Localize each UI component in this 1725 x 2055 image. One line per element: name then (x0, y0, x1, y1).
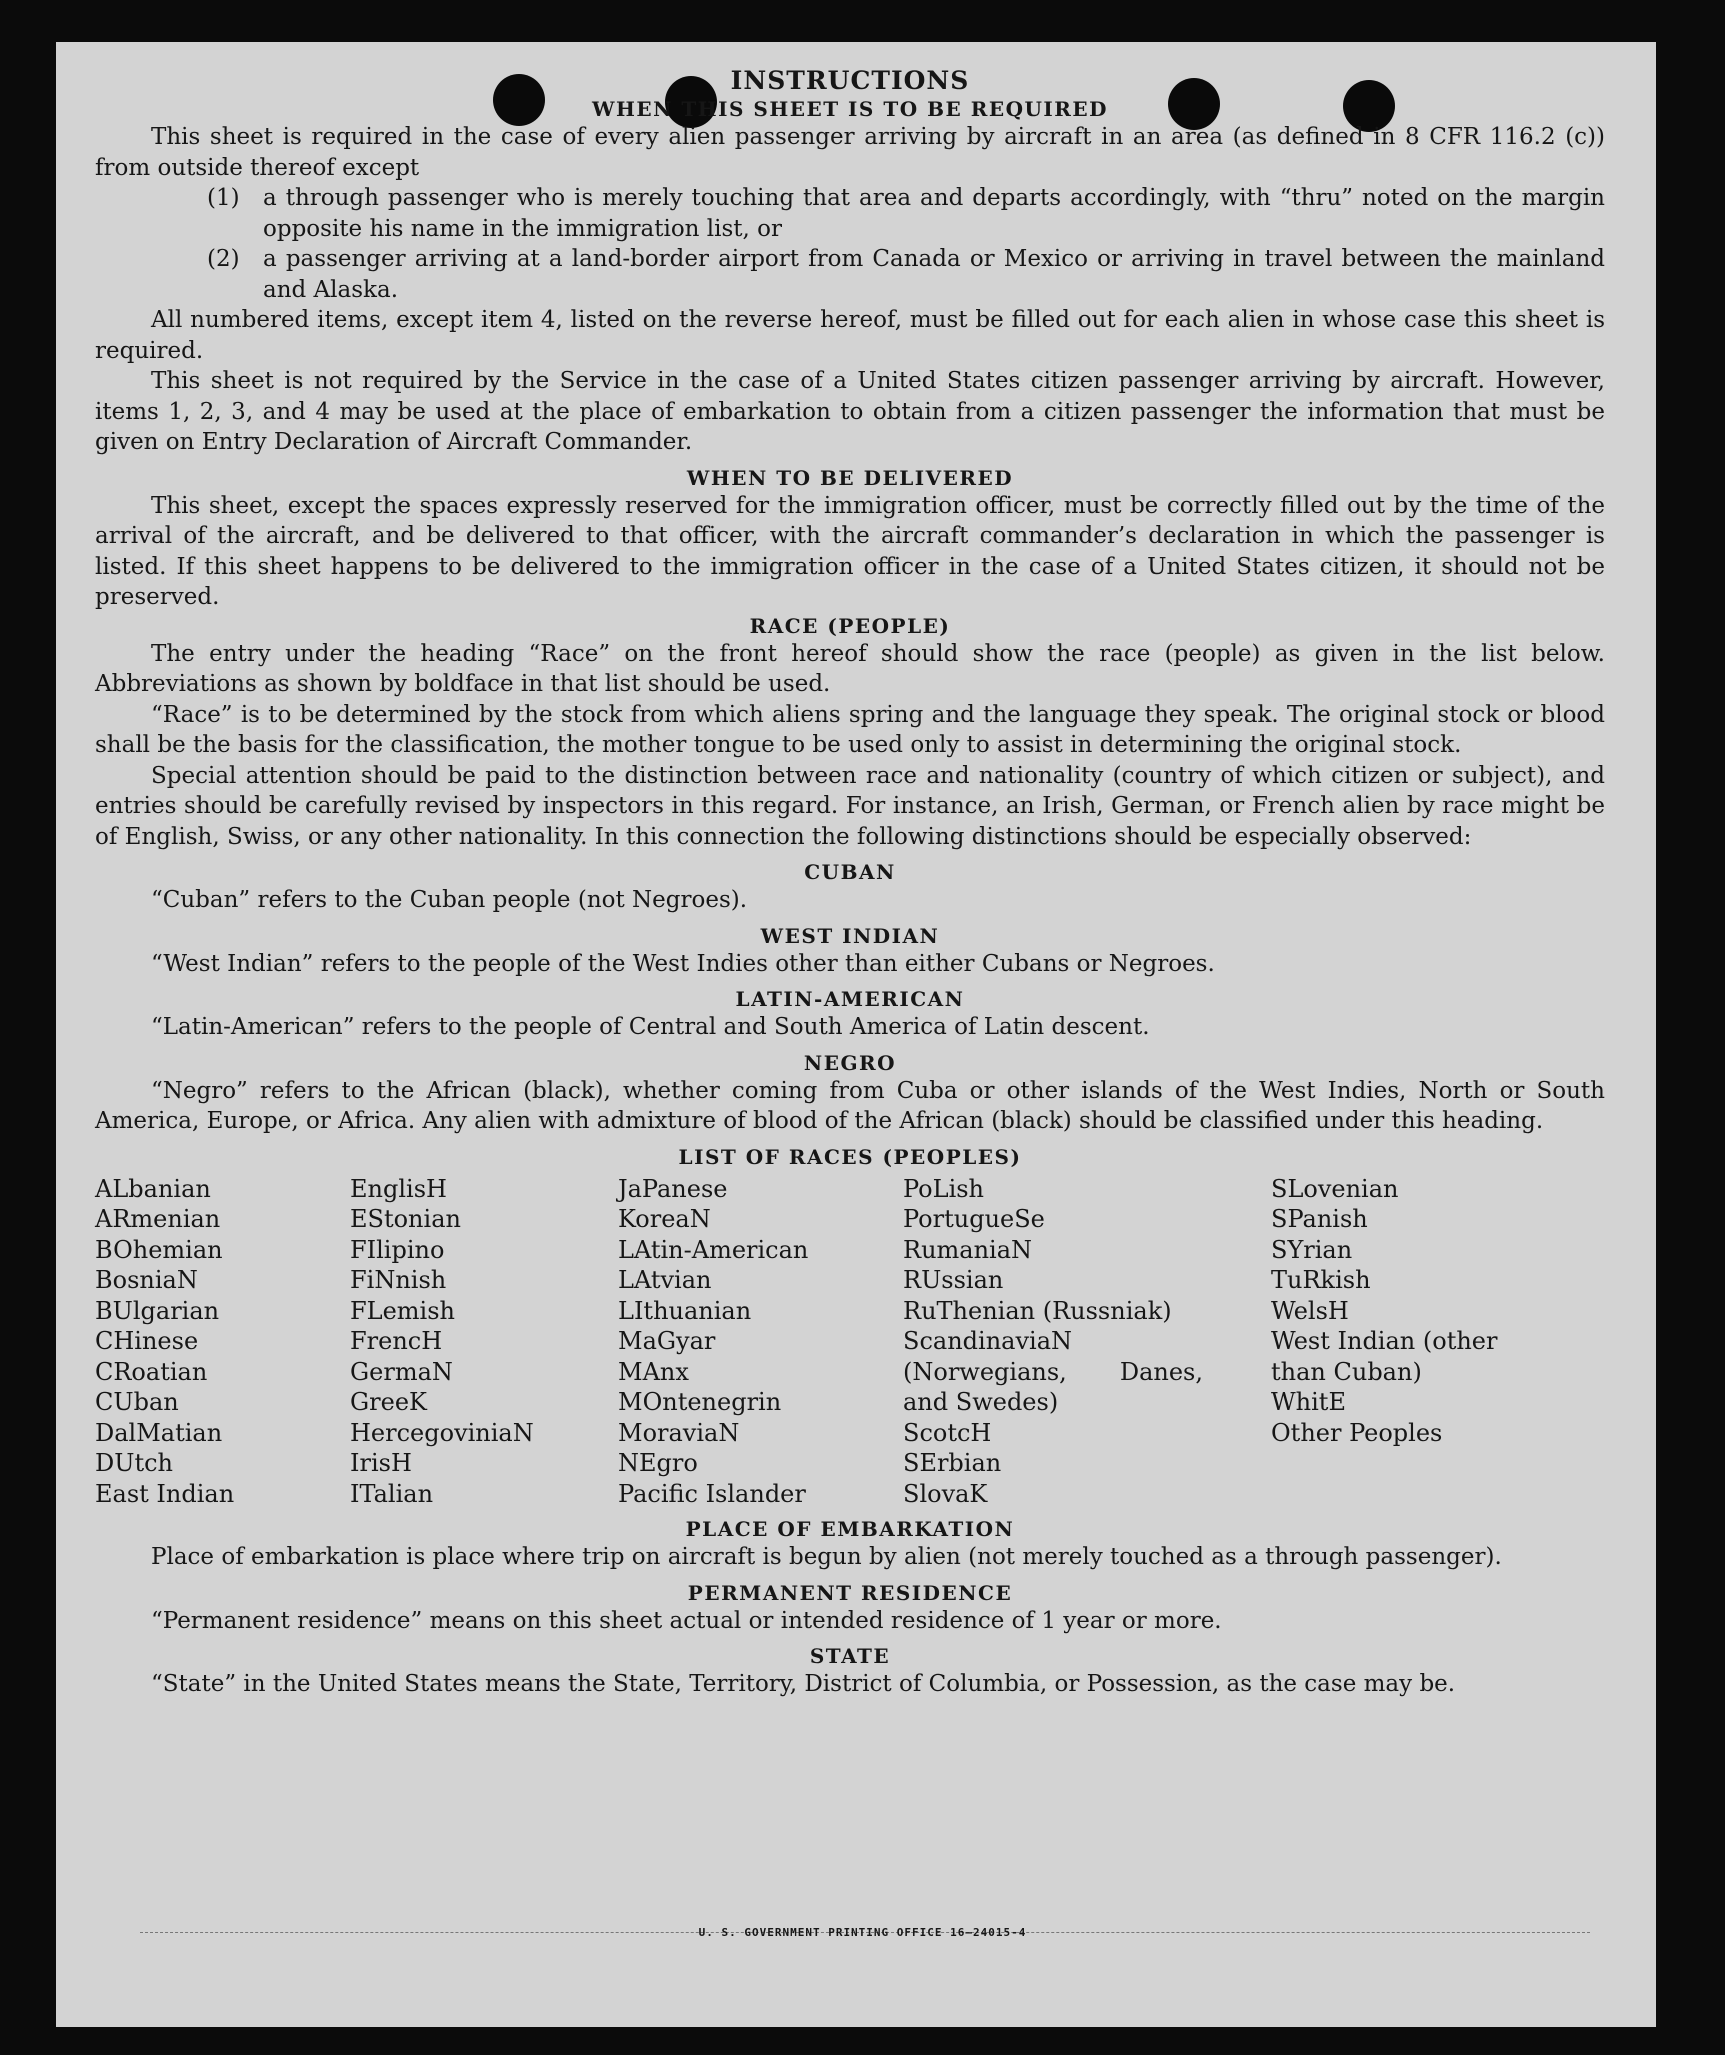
paragraph: All numbered items, except item 4, listed on the reverse hereof, must be filled out for each alien in whose case this sheet is required. (95, 307, 1605, 364)
race-item: CHinese (95, 1327, 199, 1355)
paragraph: The entry under the heading “Race” on the front hereof should show the race (people) as given in the list below. Abbreviations as shown by boldface in that list should be used. (95, 640, 1605, 697)
paragraph: “Cuban” refers to the Cuban people (not Negroes). (151, 887, 748, 913)
race-item: LIthuanian (618, 1296, 752, 1325)
section-heading-latin-american: LATIN-AMERICAN (735, 987, 965, 1011)
section-heading-list-of-races: LIST OF RACES (PEOPLES) (678, 1144, 1022, 1169)
race-item: SPanish (1271, 1205, 1368, 1233)
race-item: ALbanian (95, 1174, 211, 1203)
race-item: EStonian (350, 1205, 461, 1233)
race-item: FIlipino (350, 1235, 445, 1264)
race-item: RUssian (903, 1266, 1004, 1294)
race-item: FLemish (350, 1296, 455, 1325)
race-item: CUban (95, 1388, 179, 1416)
race-item: WhitE (1271, 1388, 1346, 1416)
race-item: MoraviaN (618, 1418, 740, 1447)
paragraph: “State” in the United States means the State, Territory, District of Columbia, or Possession, as the case may be. (151, 1671, 1456, 1697)
list-item (207, 244, 1605, 305)
races-column (95, 1174, 350, 1510)
race-item: ARmenian (95, 1205, 221, 1233)
page-title: INSTRUCTIONS (730, 66, 970, 95)
paragraph: “Race” is to be determined by the stock from which aliens spring and the language they speak. The original stock or blood shall be the basis for the classification, the mother tongue to be used only to assist in determining the original stock. (95, 701, 1605, 758)
section-heading-embarkation: PLACE OF EMBARKATION (685, 1517, 1015, 1541)
printing-office-footer: U. S. GOVERNMENT PRINTING OFFICE 16—24015-4 (698, 1926, 1027, 1939)
section-heading-cuban: CUBAN (804, 860, 896, 884)
race-item: PortugueSe (903, 1205, 1045, 1233)
section-heading-residence: PERMANENT RESIDENCE (687, 1580, 1013, 1605)
race-item: SLovenian (1271, 1174, 1399, 1203)
instructions-content (95, 66, 1605, 1700)
race-item: HercegoviniaN (350, 1418, 534, 1447)
race-item: LAtvian (618, 1266, 712, 1294)
races-column (903, 1174, 1203, 1510)
race-item: KoreaN (618, 1205, 711, 1233)
race-item: MOntenegrin (618, 1388, 782, 1416)
race-item: MaGyar (618, 1327, 716, 1355)
paragraph: This sheet is not required by the Service in the case of a United States citizen passenger arriving by aircraft. However, items 1, 2, 3, and 4 may be used at the place of embarkation to obtain from a citizen passenger the information that must be given on Entry Declaration of Aircraft Commander. (95, 368, 1605, 455)
race-item: RumaniaN (903, 1235, 1033, 1264)
race-item: ScotcH (903, 1418, 992, 1447)
race-item: DalMatian (95, 1418, 223, 1447)
paragraph: This sheet, except the spaces expressly reserved for the immigration officer, must be correctly filled out by the time of the arrival of the aircraft, and be delivered to that officer, with the aircraft commander’s declaration in which the passenger is listed. If this sheet happens to be delivered to the immigration officer in the case of a United States citizen, it should not be preserved. (95, 492, 1605, 610)
race-item: SlovaK (903, 1479, 988, 1508)
paragraph: “Negro” refers to the African (black), whether coming from Cuba or other islands of the West Indies, North or South America, Europe, or Africa. Any alien with admixture of blood of the African (black) should be classified under this heading. (95, 1077, 1605, 1134)
race-item: East Indian (95, 1479, 235, 1508)
race-item: GreeK (350, 1388, 427, 1416)
list-number: (2) (207, 246, 240, 272)
race-item: ITalian (350, 1479, 434, 1508)
list-number: (1) (207, 185, 240, 211)
race-item: FrencH (350, 1327, 443, 1355)
races-column (618, 1174, 903, 1510)
section-heading-delivered: WHEN TO BE DELIVERED (686, 465, 1014, 490)
race-item: Other Peoples (1271, 1418, 1443, 1447)
races-column (1271, 1174, 1541, 1510)
race-item: WelsH (1271, 1296, 1349, 1325)
section-heading-west-indian: WEST INDIAN (760, 923, 940, 948)
paragraph: This sheet is required in the case of every alien passenger arriving by aircraft in an area (as defined in 8 CFR 116.2 (c)) from outside thereof except (95, 124, 1605, 181)
paragraph: “Latin-American” refers to the people of Central and South America of Latin descent. (151, 1014, 1150, 1040)
race-item: SYrian (1271, 1235, 1353, 1264)
paragraph: Place of embarkation is place where trip on aircraft is begun by alien (not merely touched as a through passenger). (151, 1544, 1502, 1570)
race-item: PoLish (903, 1174, 985, 1203)
race-item: Pacific Islander (618, 1479, 806, 1508)
race-item: West Indian (other than Cuban) (1271, 1327, 1498, 1386)
race-item: BOhemian (95, 1235, 223, 1264)
race-item: ScandinaviaN (Norwegians, Danes, and Swedes) (903, 1327, 1203, 1416)
section-heading-negro: NEGRO (803, 1050, 897, 1075)
section-heading-race: RACE (PEOPLE) (749, 613, 951, 638)
race-item: SErbian (903, 1449, 1002, 1477)
race-item: RuThenian (Russniak) (903, 1296, 1172, 1325)
paragraph: “Permanent residence” means on this sheet actual or intended residence of 1 year or more. (151, 1607, 1222, 1634)
paragraph: Special attention should be paid to the distinction between race and nationality (country of which citizen or subject), and entries should be carefully revised by inspectors in this regard. For instance, an Irish, German, or French alien by race might be of English, Swiss, or any other nationality. In this connection the following distinctions should be especially observed: (95, 762, 1605, 850)
list-text: a through passenger who is merely touching that area and departs accordingly, with “thru” noted on the margin opposite his name in the immigration list, or (263, 185, 1605, 242)
race-item: NEgro (618, 1449, 698, 1477)
race-item: EnglisH (350, 1174, 447, 1203)
race-item: JaPanese (618, 1174, 728, 1203)
section-heading-required: WHEN THIS SHEET IS TO BE REQUIRED (592, 97, 1108, 121)
list-text: a passenger arriving at a land-border airport from Canada or Mexico or arriving in travel between the mainland and Alaska. (263, 246, 1605, 303)
race-item: LAtin-American (618, 1235, 809, 1264)
race-item: BosniaN (95, 1266, 198, 1294)
race-item: MAnx (618, 1357, 689, 1386)
list-item (207, 183, 1605, 244)
race-item: GermaN (350, 1357, 453, 1386)
race-item: CRoatian (95, 1357, 208, 1386)
race-item: DUtch (95, 1449, 174, 1477)
section-heading-state: STATE (809, 1644, 891, 1668)
race-item: TuRkish (1271, 1266, 1371, 1294)
exception-list (95, 183, 1605, 305)
race-item: FiNnish (350, 1266, 447, 1294)
race-item: BUlgarian (95, 1296, 220, 1325)
races-column (350, 1174, 618, 1510)
paragraph: “West Indian” refers to the people of the West Indies other than either Cubans or Negroes. (151, 950, 1215, 977)
race-item: IrisH (350, 1449, 412, 1477)
races-list (95, 1174, 1605, 1510)
